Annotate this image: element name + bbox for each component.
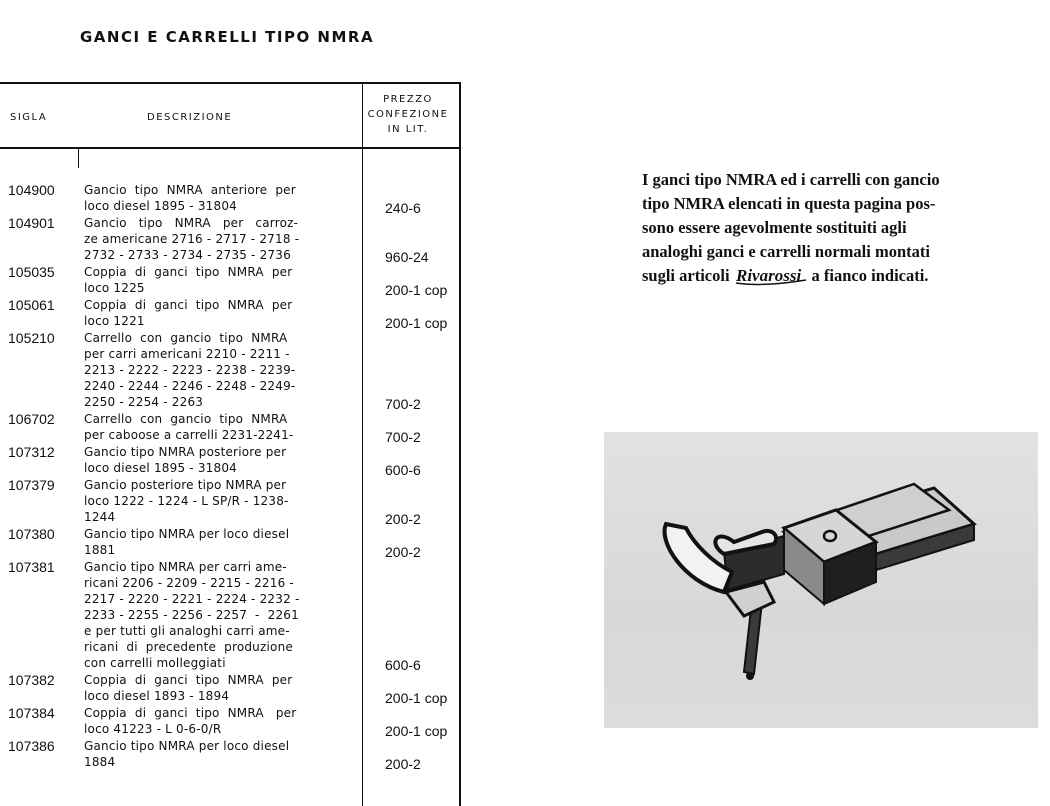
row-descrizione: Carrello con gancio tipo NMRA per caboose a carrelli 2231-2241- xyxy=(84,412,294,442)
table-row xyxy=(0,477,461,525)
row-descrizione: Gancio tipo NMRA per loco diesel 1881 xyxy=(84,527,290,557)
row-prezzo: 240-6 xyxy=(385,200,421,216)
row-prezzo: 200-1 cop xyxy=(385,315,448,331)
row-prezzo: 200-2 xyxy=(385,511,421,527)
row-sigla: 106702 xyxy=(8,411,55,427)
row-prezzo: 200-1 cop xyxy=(385,690,448,706)
column-divider-sigla xyxy=(78,148,79,168)
page-title: GANCI E CARRELLI TIPO NMRA xyxy=(80,28,375,46)
row-descrizione: Carrello con gancio tipo NMRA per carri americani 2210 - 2211 - 2213 - 2222 - 2223 - 2238 - 2239- 2240 - 2244 - 2246 - 2248 - 2249- 2250 - 2254 - 2263 xyxy=(84,331,296,409)
header-rule xyxy=(0,147,461,149)
table-row xyxy=(0,297,461,329)
table-row xyxy=(0,672,461,704)
side-note-text-end: a fianco indicati. xyxy=(811,266,929,285)
row-descrizione: Gancio tipo NMRA anteriore per loco diesel 1895 - 31804 xyxy=(84,183,296,213)
row-sigla: 105210 xyxy=(8,330,55,346)
row-sigla: 105035 xyxy=(8,264,55,280)
row-sigla: 107312 xyxy=(8,444,55,460)
row-prezzo: 700-2 xyxy=(385,396,421,412)
table-row xyxy=(0,444,461,476)
side-note-text: I ganci tipo NMRA ed i carrelli con gancio tipo NMRA elencati in questa pagina pos- sono essere agevolmente sostituiti agli analoghi ganci e carrelli normali montati sugli articoli xyxy=(642,170,940,285)
row-descrizione: Gancio posteriore tipo NMRA per loco 1222 - 1224 - L SP/R - 1238- 1244 xyxy=(84,478,289,524)
table-row xyxy=(0,705,461,737)
row-prezzo: 200-2 xyxy=(385,756,421,772)
row-prezzo: 700-2 xyxy=(385,429,421,445)
row-sigla: 107386 xyxy=(8,738,55,754)
row-descrizione: Coppia di ganci tipo NMRA per loco 41223 - L 0-6-0/R xyxy=(84,706,297,736)
side-note xyxy=(642,168,1032,294)
table-row xyxy=(0,330,461,410)
header-prezzo-line3: IN LIT. xyxy=(387,124,429,135)
row-sigla: 107381 xyxy=(8,559,55,575)
row-sigla: 105061 xyxy=(8,297,55,313)
row-descrizione: Coppia di ganci tipo NMRA per loco diesel 1893 - 1894 xyxy=(84,673,293,703)
row-descrizione: Coppia di ganci tipo NMRA per loco 1225 xyxy=(84,265,293,295)
header-prezzo-line2: CONFEZIONE xyxy=(367,109,449,120)
rivarossi-logo xyxy=(734,265,810,294)
table-row xyxy=(0,182,461,214)
header-prezzo xyxy=(352,92,464,137)
coupler-photo xyxy=(604,432,1038,728)
row-sigla: 104901 xyxy=(8,215,55,231)
table-row xyxy=(0,264,461,296)
row-prezzo: 600-6 xyxy=(385,462,421,478)
rivarossi-logo-text: Rivarossi xyxy=(735,266,801,285)
row-prezzo: 200-1 cop xyxy=(385,282,448,298)
row-prezzo: 200-1 cop xyxy=(385,723,448,739)
row-sigla: 107382 xyxy=(8,672,55,688)
row-descrizione: Gancio tipo NMRA per carroz- ze americane 2716 - 2717 - 2718 - 2732 - 2733 - 2734 - 2735 - 2736 xyxy=(84,216,300,262)
row-sigla: 107380 xyxy=(8,526,55,542)
row-prezzo: 200-2 xyxy=(385,544,421,560)
table-row xyxy=(0,738,461,770)
table-row xyxy=(0,411,461,443)
table-row xyxy=(0,559,461,671)
row-descrizione: Coppia di ganci tipo NMRA per loco 1221 xyxy=(84,298,293,328)
row-descrizione: Gancio tipo NMRA posteriore per loco diesel 1895 - 31804 xyxy=(84,445,287,475)
row-descrizione: Gancio tipo NMRA per carri ame- ricani 2206 - 2209 - 2215 - 2216 - 2217 - 2220 - 2221 - 2224 - 2232 - 2233 - 2255 - 2256 - 2257 - 2261 e per tutti gli analoghi carri ame- ricani di precedente produzione con carrelli molleggiati xyxy=(84,560,300,670)
row-sigla: 104900 xyxy=(8,182,55,198)
nmra-coupler-illustration xyxy=(604,432,1038,728)
header-prezzo-line1: PREZZO xyxy=(383,94,433,105)
row-prezzo: 600-6 xyxy=(385,657,421,673)
row-sigla: 107379 xyxy=(8,477,55,493)
header-descrizione: DESCRIZIONE xyxy=(147,112,233,123)
table-row xyxy=(0,215,461,263)
table-row xyxy=(0,526,461,558)
row-prezzo: 960-24 xyxy=(385,249,429,265)
row-sigla: 107384 xyxy=(8,705,55,721)
row-descrizione: Gancio tipo NMRA per loco diesel 1884 xyxy=(84,739,290,769)
header-sigla: SIGLA xyxy=(10,112,48,123)
